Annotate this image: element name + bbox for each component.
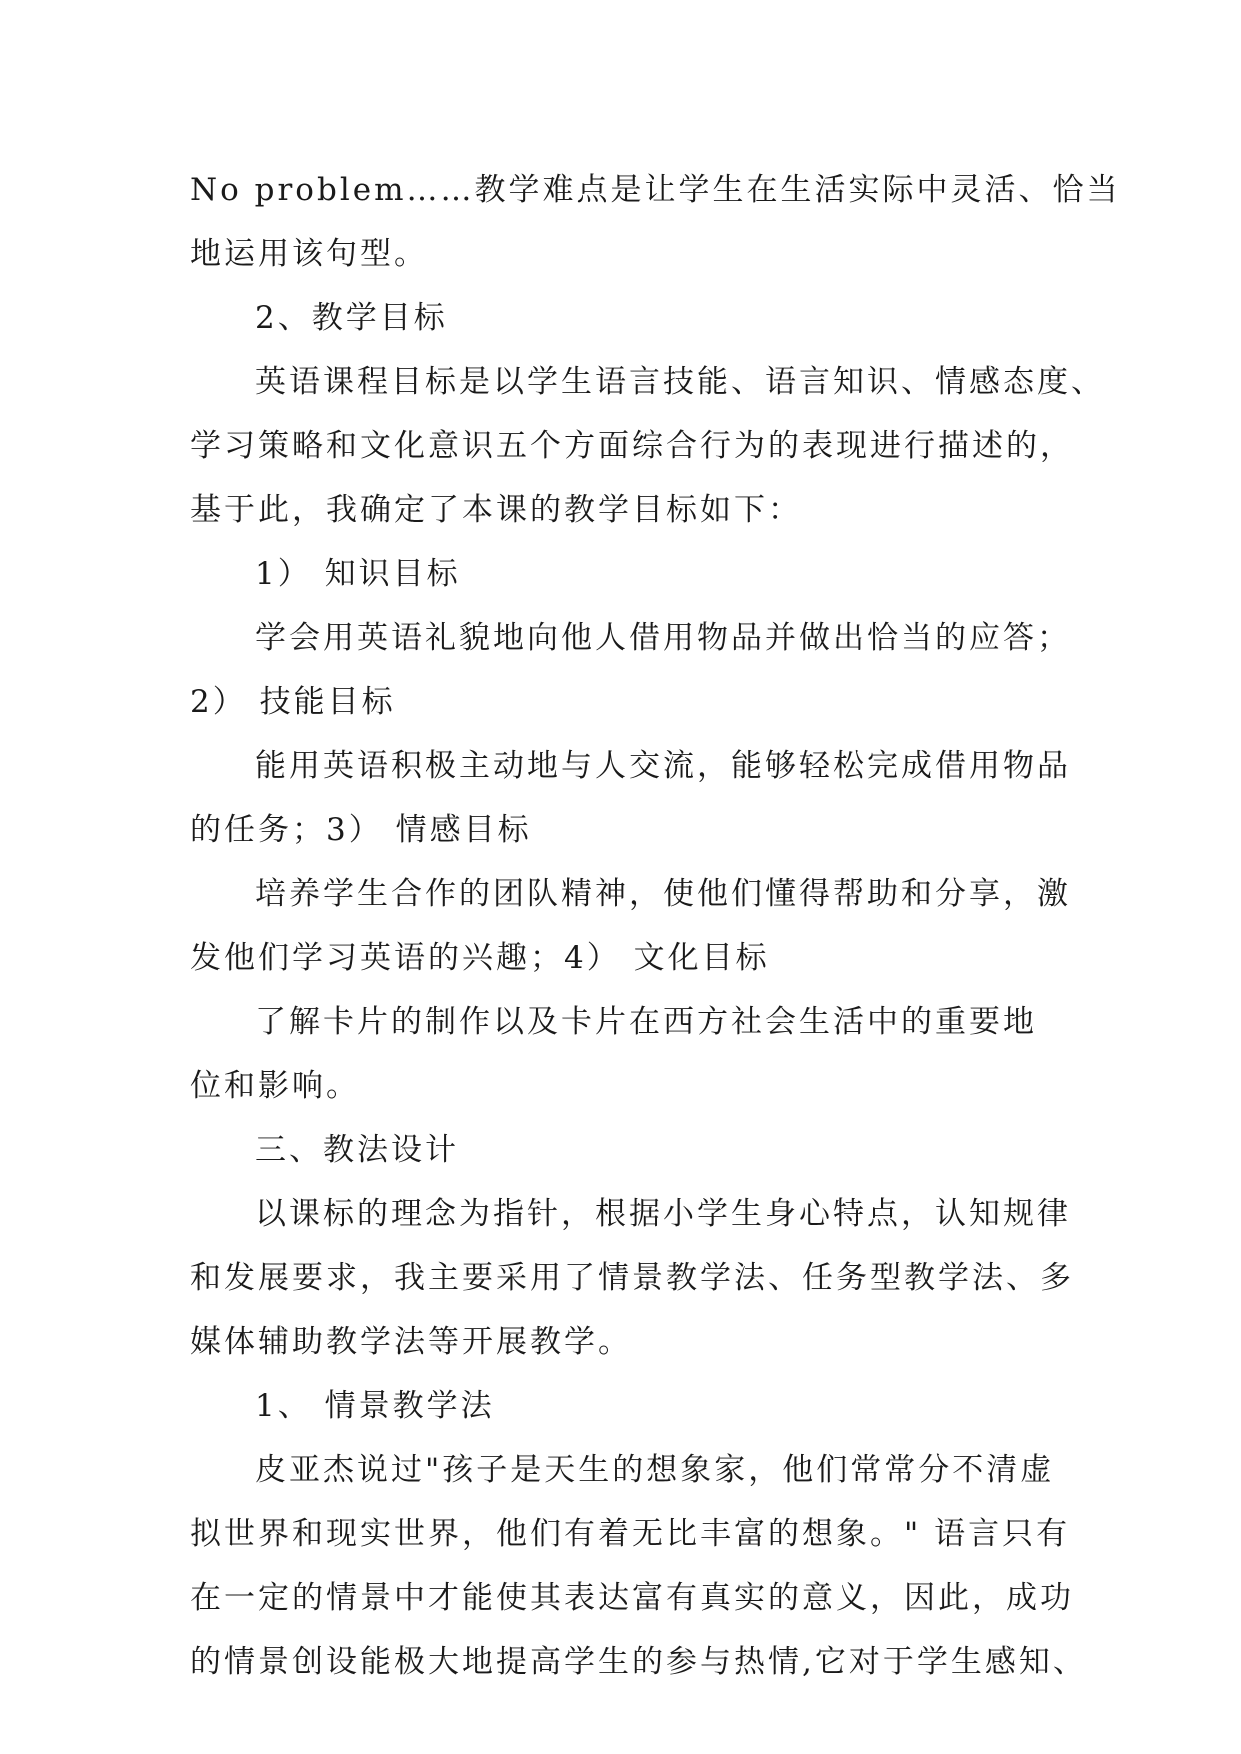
text-line: 的任务；3） 情感目标 [190,812,532,848]
text-line: 了解卡片的制作以及卡片在西方社会生活中的重要地 [255,1004,1037,1040]
text-line: 学习策略和文化意识五个方面综合行为的表现进行描述的， [190,428,1074,464]
text-line: 2） 技能目标 [190,684,396,720]
text-line: 基于此，我确定了本课的教学目标如下： [190,492,802,528]
text-line: No problem……教学难点是让学生在生活实际中灵活、恰当 [190,172,1121,208]
text-line: 皮亚杰说过"孩子是天生的想象家，他们常常分不清虚 [255,1452,1055,1488]
text-line: 以课标的理念为指针，根据小学生身心特点，认知规律 [255,1196,1071,1232]
body-text [190,158,1121,1694]
text-line: 拟世界和现实世界，他们有着无比丰富的想象。" 语言只有 [190,1516,1071,1552]
text-line: 英语课程目标是以学生语言技能、语言知识、情感态度、 [255,364,1105,400]
text-line: 和发展要求，我主要采用了情景教学法、任务型教学法、多 [190,1260,1074,1296]
text-line: 1） 知识目标 [255,556,461,592]
text-line: 地运用该句型。 [190,236,428,272]
text-line: 学会用英语礼貌地向他人借用物品并做出恰当的应答； [255,620,1071,656]
text-line: 培养学生合作的团队精神，使他们懂得帮助和分享，激 [255,876,1071,912]
text-line: 发他们学习英语的兴趣；4） 文化目标 [190,940,770,976]
text-line: 1、 情景教学法 [255,1388,495,1424]
text-line: 三、教法设计 [255,1132,459,1168]
text-line: 媒体辅助教学法等开展教学。 [190,1324,632,1360]
text-line: 位和影响。 [190,1068,360,1104]
text-line: 在一定的情景中才能使其表达富有真实的意义，因此，成功 [190,1580,1074,1616]
text-line: 2、教学目标 [255,300,448,336]
text-line: 的情景创设能极大地提高学生的参与热情,它对于学生感知、 [190,1644,1087,1680]
text-line: 能用英语积极主动地与人交流，能够轻松完成借用物品 [255,748,1071,784]
